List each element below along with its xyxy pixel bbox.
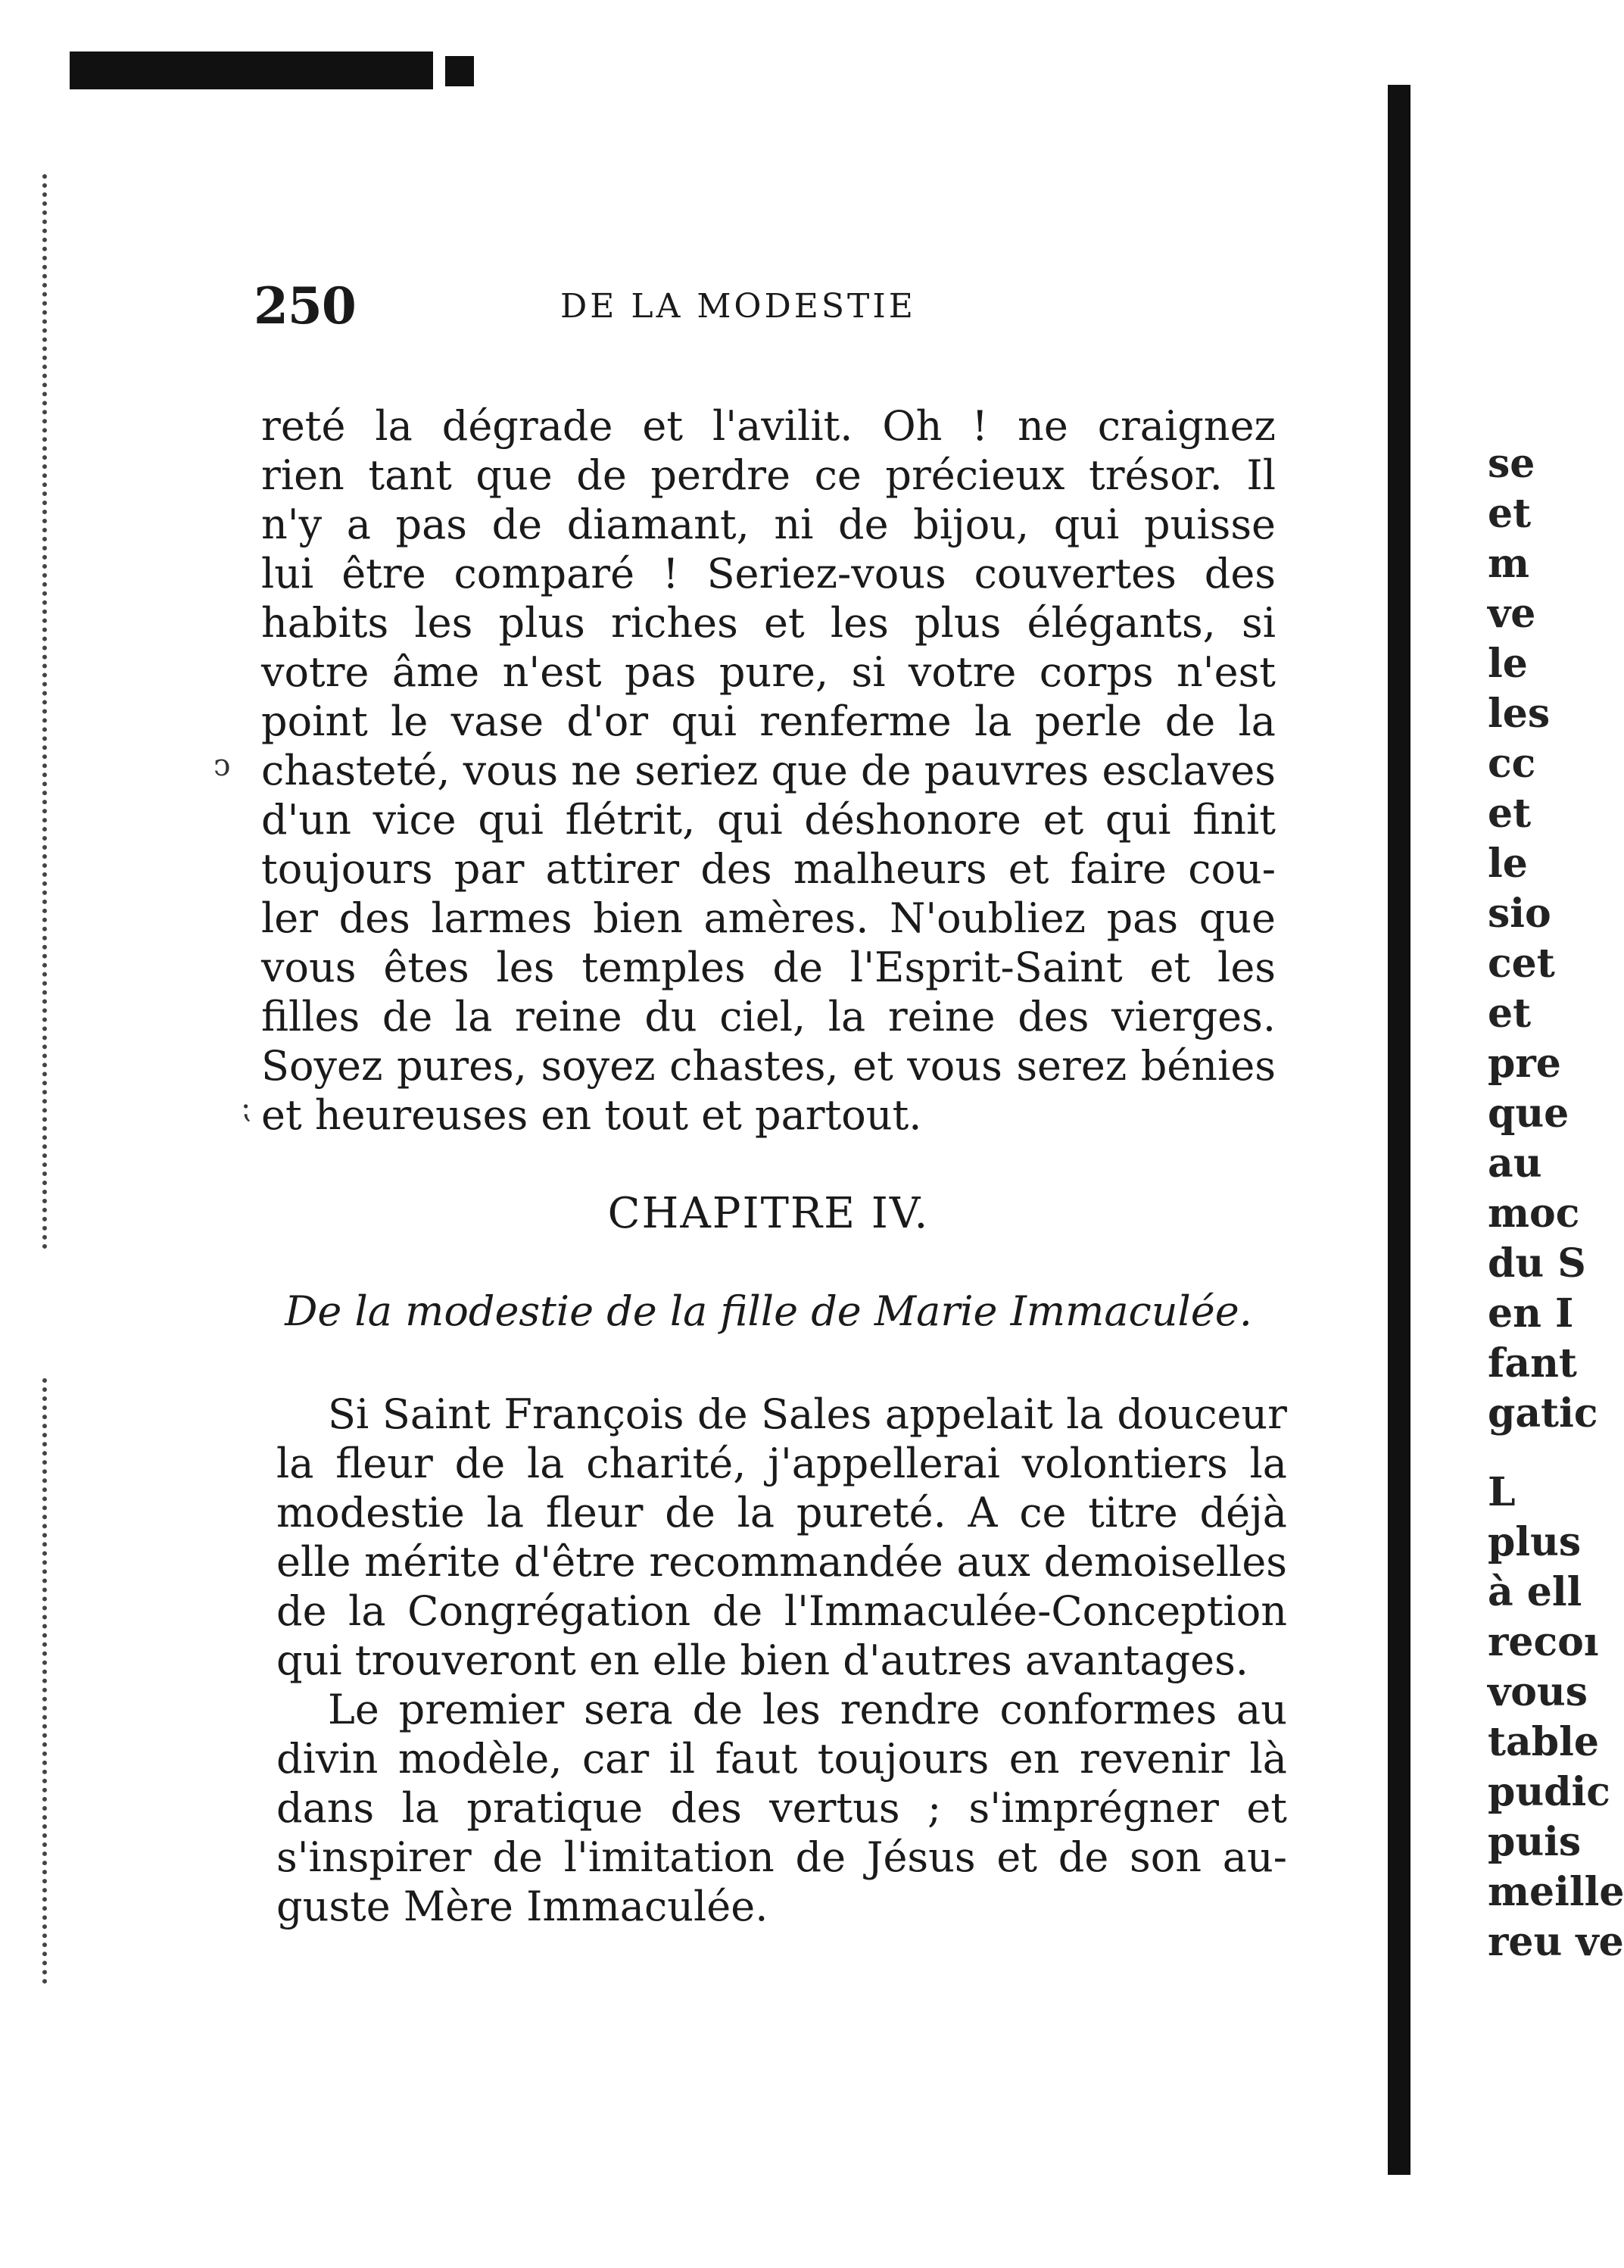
text-line: reté la dégrade et l'avilit. Oh ! ne craignez (261, 402, 1276, 450)
fragment-line: et (1488, 491, 1532, 537)
text-line: et heureuses en tout et partout. (261, 1091, 922, 1139)
text-line: Le premier sera de les rendre conformes au (328, 1686, 1287, 1733)
fragment-line: reu ve (1488, 1919, 1624, 1965)
fragment-line: au (1488, 1140, 1542, 1187)
text-line: Soyez pures, soyez chastes, et vous serez bénies (261, 1042, 1276, 1090)
text-line: chasteté, vous ne seriez que de pauvres esclaves (261, 747, 1276, 794)
text-line: filles de la reine du ciel, la reine des vierges. (261, 993, 1276, 1040)
fragment-line: recoı (1488, 1619, 1599, 1665)
margin-arrow-mark: ↄ (214, 748, 231, 783)
fragment-line: cc (1488, 741, 1536, 787)
text-line: rien tant que de perdre ce précieux trésor. Il (261, 451, 1276, 499)
text-line: modestie la fleur de la pureté. A ce titre déjà (276, 1489, 1287, 1536)
fragment-line: puis (1488, 1819, 1582, 1865)
left-margin-dots-lower (42, 1378, 61, 1984)
text-line: guste Mère Immaculée. (276, 1883, 768, 1930)
margin-bracket-mark: ⁏ (241, 1090, 251, 1125)
top-ink-bar-tail (445, 56, 474, 86)
text-line: elle mérite d'être recommandée aux demoiselles (276, 1538, 1287, 1586)
fragment-line: sio (1488, 891, 1551, 937)
fragment-line: à ell (1488, 1569, 1582, 1615)
adjacent-page-fragment (1488, 439, 1624, 1967)
paragraph-chapter-opening (276, 1390, 1287, 1685)
fragment-line: L (1488, 1469, 1516, 1515)
paragraph-continuation (261, 401, 1276, 1140)
fragment-line: le (1488, 641, 1528, 687)
fragment-line: moc (1488, 1190, 1580, 1237)
fragment-line: et (1488, 990, 1532, 1037)
fragment-line: meille (1488, 1869, 1624, 1915)
fragment-line: table (1488, 1719, 1599, 1765)
text-line: ler des larmes bien amères. N'oubliez pas que (261, 894, 1276, 942)
text-line: habits les plus riches et les plus élégants, si (261, 599, 1276, 647)
fragment-gap (1488, 1439, 1601, 1468)
fragment-line: du S (1488, 1240, 1586, 1287)
text-line: votre âme n'est pas pure, si votre corps n'est (261, 648, 1276, 696)
text-line: vous êtes les temples de l'Esprit-Saint et les (261, 944, 1276, 991)
binding-gutter-line (1388, 85, 1410, 2175)
text-line: divin modèle, car il faut toujours en revenir là (276, 1735, 1287, 1783)
fragment-line: ve (1488, 591, 1536, 637)
running-head (254, 276, 1291, 337)
fragment-line: le (1488, 841, 1528, 887)
chapter-subtitle: De la modestie de la fille de Marie Immaculée. (285, 1287, 1252, 1335)
fragment-line: pre (1488, 1040, 1561, 1087)
text-line: la fleur de la charité, j'appellerai volontiers la (276, 1440, 1287, 1487)
top-ink-bar (70, 51, 433, 89)
text-line: d'un vice qui flétrit, qui déshonore et qui finit (261, 796, 1276, 844)
fragment-line: cet (1488, 941, 1555, 987)
left-margin-dots-upper (42, 174, 61, 1249)
text-line: n'y a pas de diamant, ni de bijou, qui puisse (261, 501, 1276, 548)
text-line: Si Saint François de Sales appelait la douceur (328, 1390, 1287, 1438)
running-title: DE LA MODESTIE (560, 287, 916, 326)
page-number: 250 (254, 276, 356, 335)
fragment-line: se (1488, 441, 1535, 487)
text-line: lui être comparé ! Seriez-vous couvertes des (261, 550, 1276, 597)
fragment-line: et (1488, 791, 1532, 837)
chapter-heading: CHAPITRE IV. (607, 1189, 930, 1238)
text-line: qui trouveront en elle bien d'autres avantages. (276, 1636, 1248, 1684)
fragment-line: pudic (1488, 1769, 1610, 1815)
fragment-line: m (1488, 541, 1530, 587)
text-line: toujours par attirer des malheurs et faire cou- (261, 845, 1276, 893)
fragment-line: vous (1488, 1669, 1588, 1715)
fragment-line: fant (1488, 1340, 1577, 1387)
text-line: s'inspirer de l'imitation de Jésus et de son au- (276, 1833, 1287, 1881)
paragraph-first-advantage (276, 1685, 1287, 1931)
text-line: de la Congrégation de l'Immaculée-Conception (276, 1587, 1287, 1635)
text-line: dans la pratique des vertus ; s'imprégner et (276, 1784, 1287, 1832)
text-line: point le vase d'or qui renferme la perle de la (261, 697, 1276, 745)
fragment-line: en I (1488, 1290, 1574, 1337)
fragment-line: que (1488, 1090, 1569, 1137)
fragment-line: gatic (1488, 1390, 1598, 1437)
fragment-line: les (1488, 691, 1551, 737)
fragment-line: plus (1488, 1519, 1582, 1565)
